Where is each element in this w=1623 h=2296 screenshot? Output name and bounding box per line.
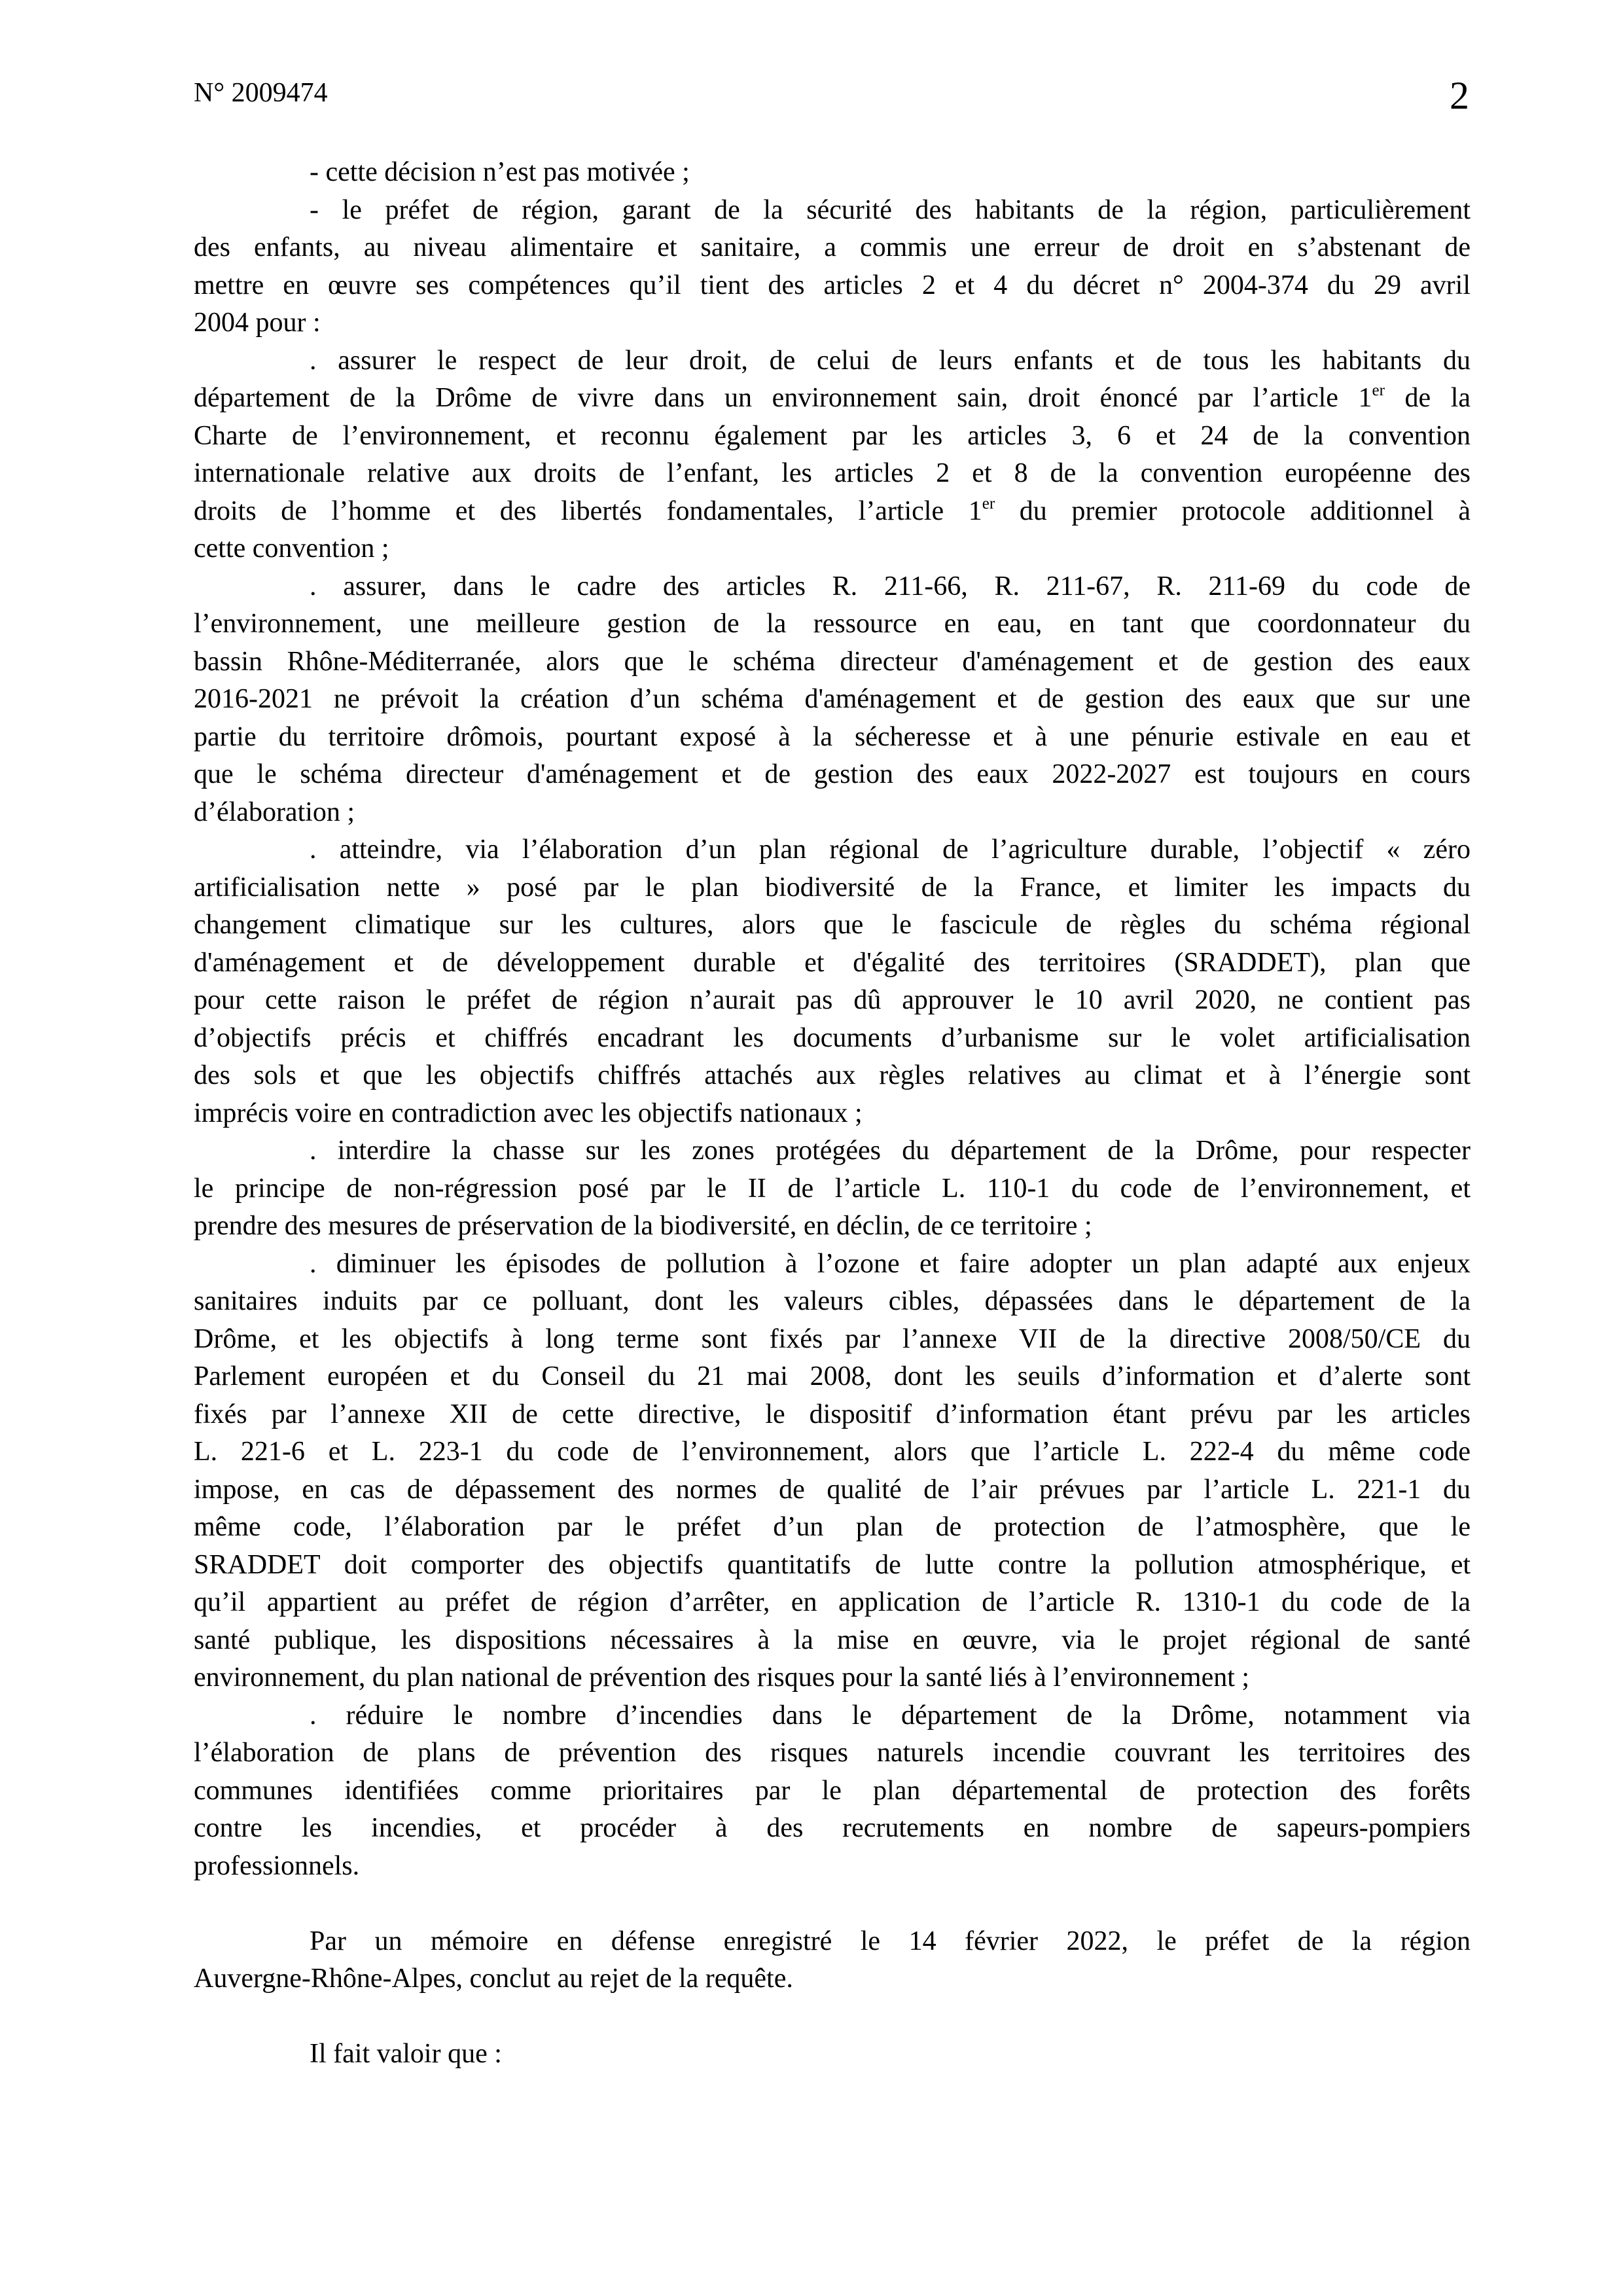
text-run: même code, l’élaboration par le préfet d’un plan de protection de l’atmosphère, que le [194,1512,1471,1542]
text-run: . assurer, dans le cadre des articles R. 211-66, R. 211-67, R. 211-69 du code de [310,571,1471,601]
text-run: du premier protocole additionnel à [995,495,1471,526]
paragraph [194,154,1471,192]
text-line [194,1321,1471,1359]
text-line [194,380,1471,418]
text-line [194,982,1471,1020]
text-line [194,267,1471,305]
text-run: mettre en œuvre ses compétences qu’il tient des articles 2 et 4 du décret n° 2004-374 du 29 avril [194,270,1471,300]
text-line [194,1132,1471,1170]
text-run: Parlement européen et du Conseil du 21 mai 2008, dont les seuils d’information et d’alerte sont [194,1361,1471,1391]
text-line [194,493,1471,531]
text-line [194,1547,1471,1585]
superscript-ordinal: er [1372,382,1385,399]
text-line [194,944,1471,982]
text-run: L. 221-6 et L. 223-1 du code de l’environnement, alors que l’article L. 222-4 du même code [194,1437,1471,1467]
text-run: - le préfet de région, garant de la sécurité des habitants de la région, particulièrement [310,194,1471,225]
text-run: impose, en cas de dépassement des normes de qualité de l’air prévues par l’article L. 221-1 du [194,1474,1471,1505]
text-line [194,1509,1471,1547]
text-line [194,1396,1471,1434]
text-run: prendre des mesures de préservation de la biodiversité, en déclin, de ce territoire ; [194,1211,1092,1241]
text-line [194,1283,1471,1321]
text-run: l’environnement, une meilleure gestion de la ressource en eau, en tant que coordonnateur du [194,609,1471,639]
text-line [194,530,1471,568]
text-line [194,1960,1471,1998]
text-run: . réduire le nombre d’incendies dans le département de la Drôme, notamment via [310,1700,1471,1731]
text-run: . atteindre, via l’élaboration d’un plan régional de l’agriculture durable, l’objectif « zéro [310,834,1471,865]
text-line [194,304,1471,342]
text-line [194,1848,1471,1886]
text-line [194,1358,1471,1396]
text-line [194,906,1471,944]
text-run: 2004 pour : [194,308,321,338]
text-run: - cette décision n’est pas motivée ; [310,157,690,187]
text-run: contre les incendies, et procéder à des recrutements en nombre de sapeurs-pompiers [194,1813,1471,1843]
text-line [194,192,1471,230]
text-line [194,342,1471,380]
text-line [194,1020,1471,1058]
text-run: le principe de non-régression posé par le II de l’article L. 110-1 du code de l’environnement, et [194,1173,1471,1204]
text-line [194,719,1471,757]
text-line [194,794,1471,832]
text-run: changement climatique sur les cultures, alors que le fascicule de règles du schéma régional [194,910,1471,940]
text-run: bassin Rhône-Méditerranée, alors que le schéma directeur d'aménagement et de gestion des eaux [194,646,1471,677]
text-run: l’élaboration de plans de prévention des risques naturels incendie couvrant les territoires des [194,1738,1471,1768]
text-run: des enfants, au niveau alimentaire et sanitaire, a commis une erreur de droit en s’abstenant de [194,232,1471,262]
text-line [194,1471,1471,1509]
text-run: Par un mémoire en défense enregistré le 14 février 2022, le préfet de la région [310,1926,1471,1956]
text-run: internationale relative aux droits de l’enfant, les articles 2 et 8 de la convention européenne des [194,458,1471,488]
text-line [194,1923,1471,1961]
text-line [194,1246,1471,1283]
text-run: d’élaboration ; [194,797,355,827]
text-run: de la [1384,383,1471,413]
text-line [194,568,1471,606]
text-line [194,1170,1471,1208]
case-number: N° 2009474 [194,78,328,108]
paragraph [194,1923,1471,1998]
superscript-ordinal: er [982,494,995,512]
text-run: partie du territoire drômois, pourtant exposé à la sécheresse et à une pénurie estivale en eau et [194,721,1471,752]
text-line [194,418,1471,456]
text-run: des sols et que les objectifs chiffrés attachés aux règles relatives au climat et à l’énergie sont [194,1060,1471,1090]
text-run: artificialisation nette » posé par le plan biodiversité de la France, et limiter les impacts du [194,872,1471,903]
text-run: d’objectifs précis et chiffrés encadrant les documents d’urbanisme sur le volet artificialisation [194,1022,1471,1053]
text-run: département de la Drôme de vivre dans un environnement sain, droit énoncé par l’article 1 [194,383,1372,413]
text-run: qu’il appartient au préfet de région d’arrêter, en application de l’article R. 1310-1 du code de la [194,1587,1471,1617]
text-line [194,1810,1471,1848]
page-number: 2 [1450,74,1469,117]
text-line [194,869,1471,907]
text-run: d'aménagement et de développement durable et d'égalité des territoires (SRADDET), plan que [194,947,1471,978]
text-line [194,229,1471,267]
paragraph [194,568,1471,832]
paragraph [194,1132,1471,1246]
text-line [194,1697,1471,1735]
text-run: communes identifiées comme prioritaires par le plan départemental de protection des forêts [194,1775,1471,1806]
text-line [194,1433,1471,1471]
text-line [194,1208,1471,1246]
text-run: fixés par l’annexe XII de cette directive, le dispositif d’information étant prévu par les articles [194,1399,1471,1429]
paragraph [194,342,1471,568]
text-run: santé publique, les dispositions nécessaires à la mise en œuvre, via le projet régional de santé [194,1624,1471,1655]
text-run: . assurer le respect de leur droit, de celui de leurs enfants et de tous les habitants du [310,345,1471,376]
text-line [194,1622,1471,1660]
text-line [194,1095,1471,1133]
text-run: cette convention ; [194,533,389,564]
document-body [194,154,1471,2073]
text-run: professionnels. [194,1850,360,1881]
text-line [194,831,1471,869]
text-line [194,605,1471,643]
text-run: SRADDET doit comporter des objectifs quantitatifs de lutte contre la pollution atmosphérique, et [194,1549,1471,1580]
text-run: 2016-2021 ne prévoit la création d’un schéma d'aménagement et de gestion des eaux que sur une [194,684,1471,714]
text-line [194,455,1471,493]
paragraph [194,831,1471,1132]
text-line [194,1734,1471,1772]
paragraph [194,2036,1471,2073]
text-line [194,2036,1471,2073]
paragraph [194,192,1471,342]
text-line [194,681,1471,719]
text-line [194,154,1471,192]
text-run: . interdire la chasse sur les zones protégées du département de la Drôme, pour respecter [310,1136,1471,1166]
text-run: que le schéma directeur d'aménagement et de gestion des eaux 2022-2027 est toujours en cours [194,759,1471,789]
text-line [194,1659,1471,1697]
text-line [194,1772,1471,1810]
text-run: Il fait valoir que : [310,2039,502,2069]
text-run: imprécis voire en contradiction avec les objectifs nationaux ; [194,1098,863,1128]
text-run: Drôme, et les objectifs à long terme sont fixés par l’annexe VII de la directive 2008/50/CE du [194,1323,1471,1354]
text-run: environnement, du plan national de prévention des risques pour la santé liés à l’environnement ; [194,1662,1250,1693]
text-line [194,756,1471,794]
text-run: Charte de l’environnement, et reconnu également par les articles 3, 6 et 24 de la convention [194,420,1471,451]
text-run: Auvergne-Rhône-Alpes, conclut au rejet de la requête. [194,1964,793,1994]
text-line [194,643,1471,681]
text-run: pour cette raison le préfet de région n’aurait pas dû approuver le 10 avril 2020, ne contient pas [194,985,1471,1015]
text-line [194,1057,1471,1095]
text-run: droits de l’homme et des libertés fondamentales, l’article 1 [194,495,982,526]
paragraph [194,1246,1471,1697]
text-run: . diminuer les épisodes de pollution à l’ozone et faire adopter un plan adapté aux enjeux [310,1248,1471,1279]
text-run: sanitaires induits par ce polluant, dont les valeurs cibles, dépassées dans le département de la [194,1286,1471,1316]
paragraph [194,1697,1471,1886]
text-line [194,1584,1471,1622]
